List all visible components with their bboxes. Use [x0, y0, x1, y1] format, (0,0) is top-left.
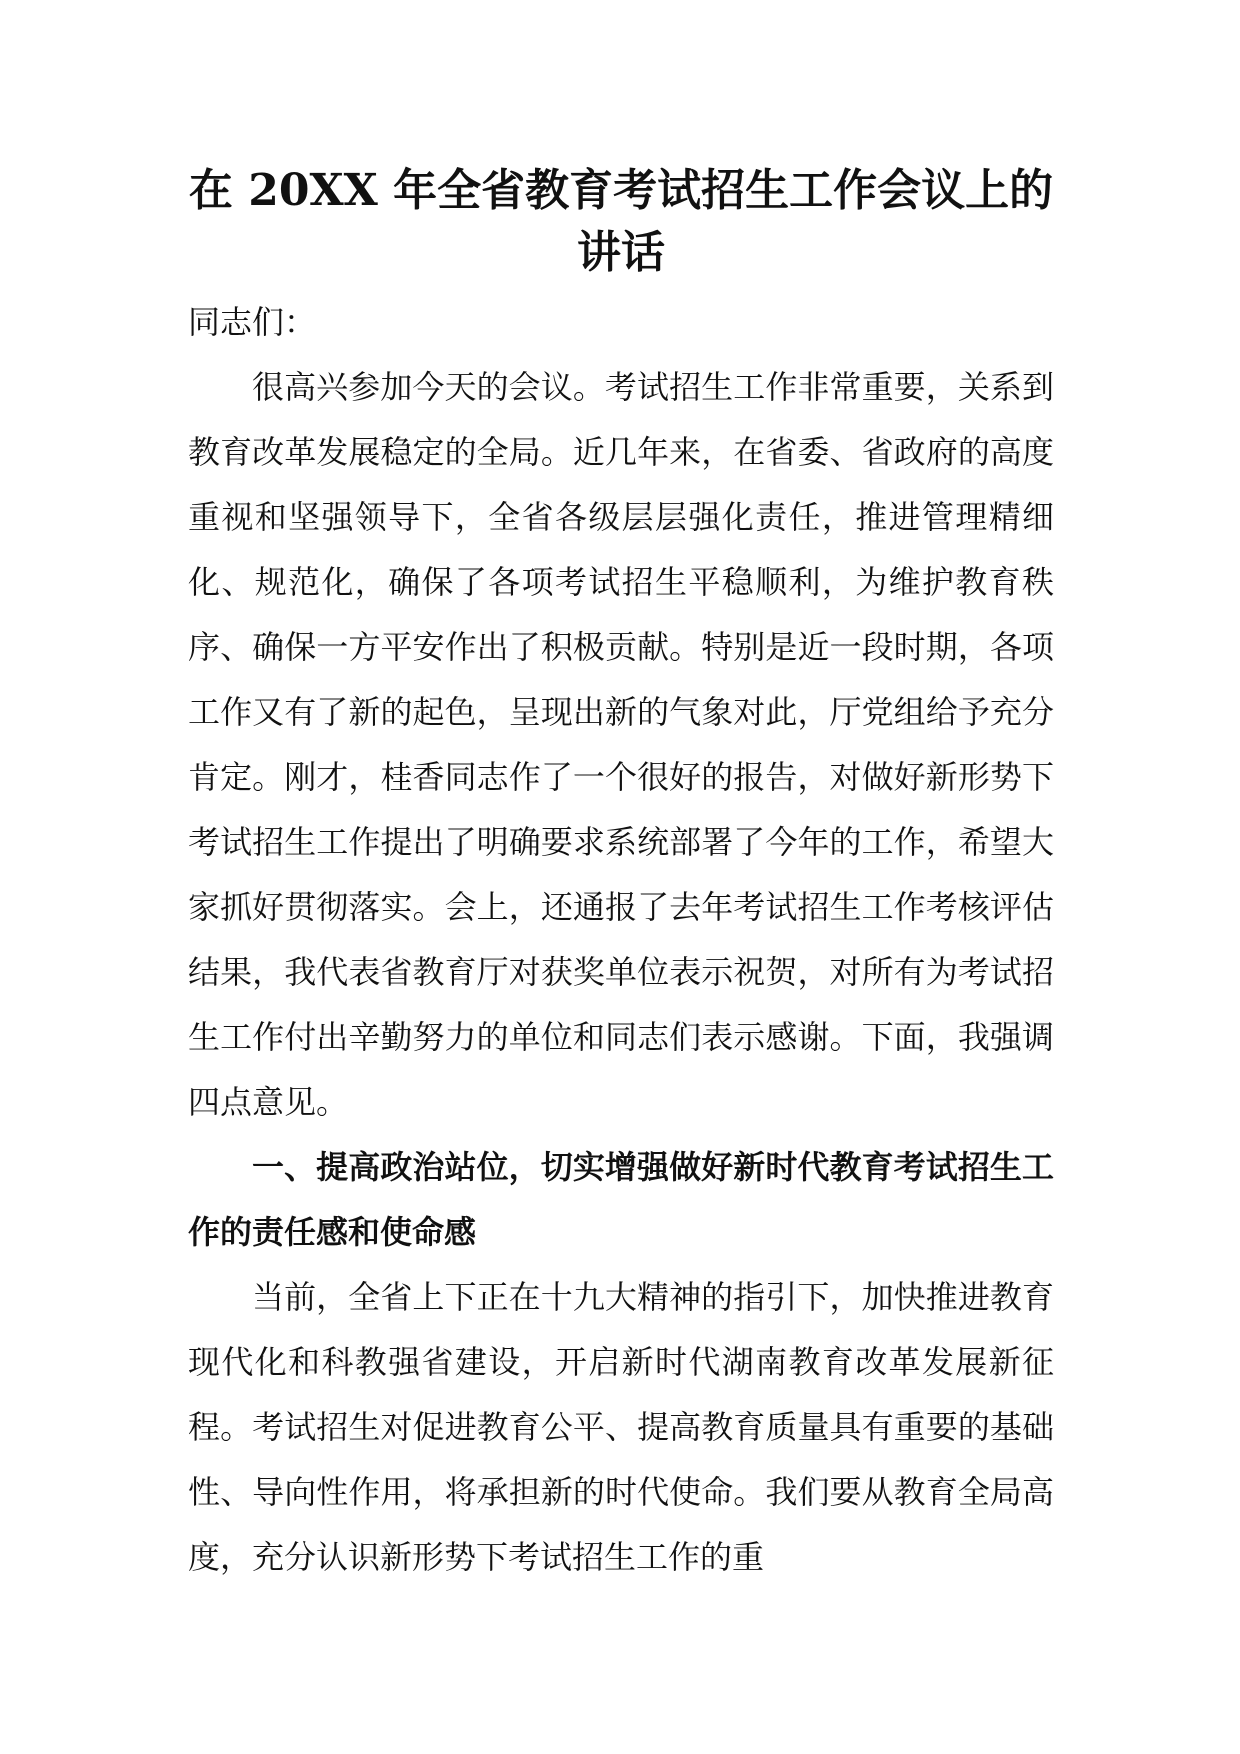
title-line-2: 讲话 — [577, 227, 665, 278]
salutation: 同志们： — [188, 303, 317, 341]
document-title — [188, 160, 1054, 284]
paragraph-section-1: 当前，全省上下正在十九大精神的指引下，加快推进教育现代化和科教强省建设，开启新时代湖南教育改革发展新征程。考试招生对促进教育公平、提高教育质量具有重要的基础性、导向性作用，将承担新的时代使命。我们要从教育全局高度，充分认识新形势下考试招生工作的重 — [188, 1278, 1054, 1576]
title-line-1: 在 20XX 年全省教育考试招生工作会议上的 — [188, 165, 1054, 216]
document-page — [188, 160, 1054, 1590]
section-heading-1: 一、提高政治站位，切实增强做好新时代教育考试招生工作的责任感和使命感 — [188, 1148, 1054, 1251]
paragraph-intro: 很高兴参加今天的会议。考试招生工作非常重要，关系到教育改革发展稳定的全局。近几年来，在省委、省政府的高度重视和坚强领导下，全省各级层层强化责任，推进管理精细化、规范化，确保了各项考试招生平稳顺利，为维护教育秩序、确保一方平安作出了积极贡献。特别是近一段时期，各项工作又有了新的起色，呈现出新的气象对此，厅党组给予充分肯定。刚才，桂香同志作了一个很好的报告，对做好新形势下考试招生工作提出了明确要求系统部署了今年的工作，希望大家抓好贯彻落实。会上，还通报了去年考试招生工作考核评估结果，我代表省教育厅对获奖单位表示祝贺，对所有为考试招生工作付出辛勤努力的单位和同志们表示感谢。下面，我强调四点意见。 — [188, 368, 1054, 1121]
